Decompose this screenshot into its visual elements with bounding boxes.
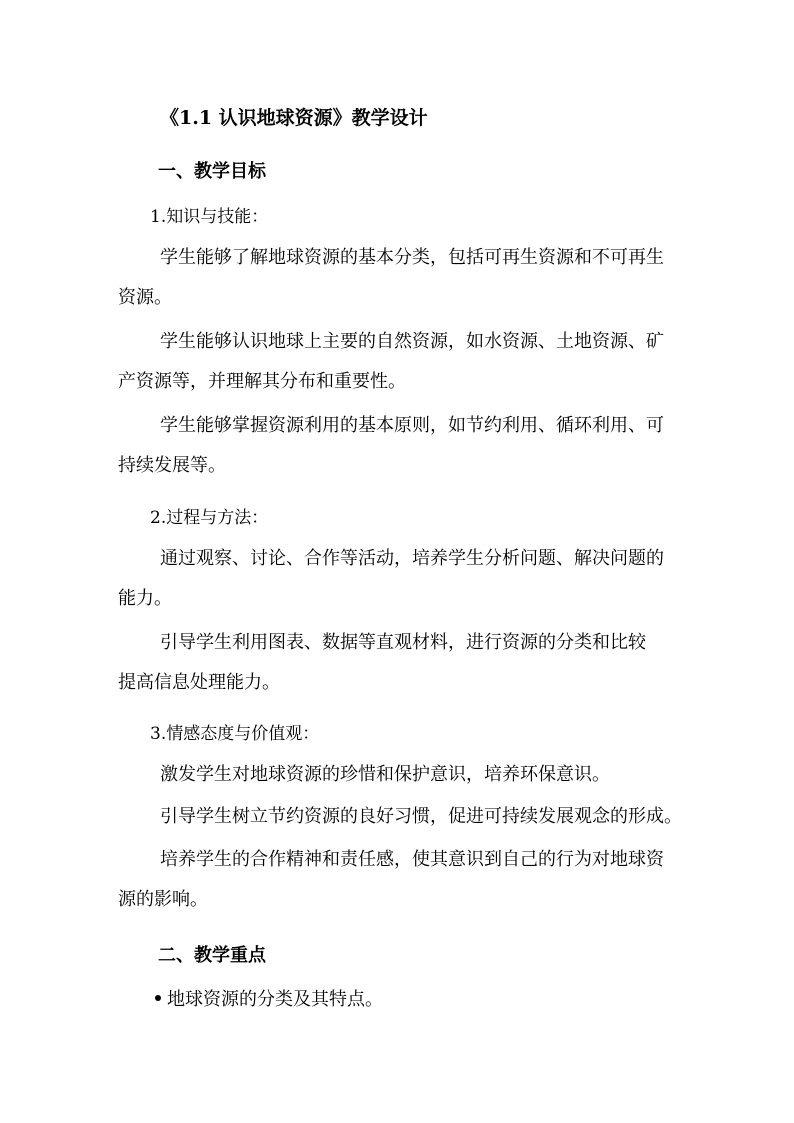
- section-heading-key-points: 二、教学重点: [158, 945, 266, 966]
- paragraph-line: 持续发展等。: [118, 455, 226, 476]
- paragraph-line: 资源。: [118, 287, 172, 308]
- paragraph-line: 提高信息处理能力。: [118, 672, 280, 693]
- paragraph-line: 通过观察、讨论、合作等活动，培养学生分析问题、解决问题的: [160, 548, 664, 569]
- subheading-knowledge-skills: 1.知识与技能：: [150, 207, 269, 227]
- paragraph-line: 学生能够掌握资源利用的基本原则，如节约利用、循环利用、可: [160, 415, 664, 436]
- paragraph-line: 激发学生对地球资源的珍惜和保护意识，培养环保意识。: [160, 764, 610, 785]
- paragraph-line: 源的影响。: [118, 889, 208, 910]
- document-title: 《1.1 认识地球资源》教学设计: [160, 107, 428, 129]
- paragraph-line: 学生能够了解地球资源的基本分类，包括可再生资源和不可再生: [160, 247, 664, 268]
- paragraph-line: 产资源等，并理解其分布和重要性。: [118, 371, 406, 392]
- paragraph-line: 引导学生利用图表、数据等直观材料，进行资源的分类和比较: [160, 632, 646, 653]
- bullet-text: 地球资源的分类及其特点。: [167, 989, 383, 1010]
- bullet-item: [155, 988, 383, 1012]
- bullet-dot-icon: [155, 995, 161, 1001]
- subheading-attitudes-values: 3.情感态度与价值观：: [150, 724, 320, 744]
- paragraph-line: 培养学生的合作精神和责任感，使其意识到自己的行为对地球资: [160, 849, 664, 870]
- paragraph-line: 能力。: [118, 588, 172, 609]
- subheading-process-methods: 2.过程与方法：: [150, 508, 269, 528]
- paragraph-line: 学生能够认识地球上主要的自然资源，如水资源、土地资源、矿: [160, 331, 664, 352]
- paragraph-line: 引导学生树立节约资源的良好习惯，促进可持续发展观念的形成。: [160, 806, 682, 827]
- section-heading-objectives: 一、教学目标: [158, 161, 266, 182]
